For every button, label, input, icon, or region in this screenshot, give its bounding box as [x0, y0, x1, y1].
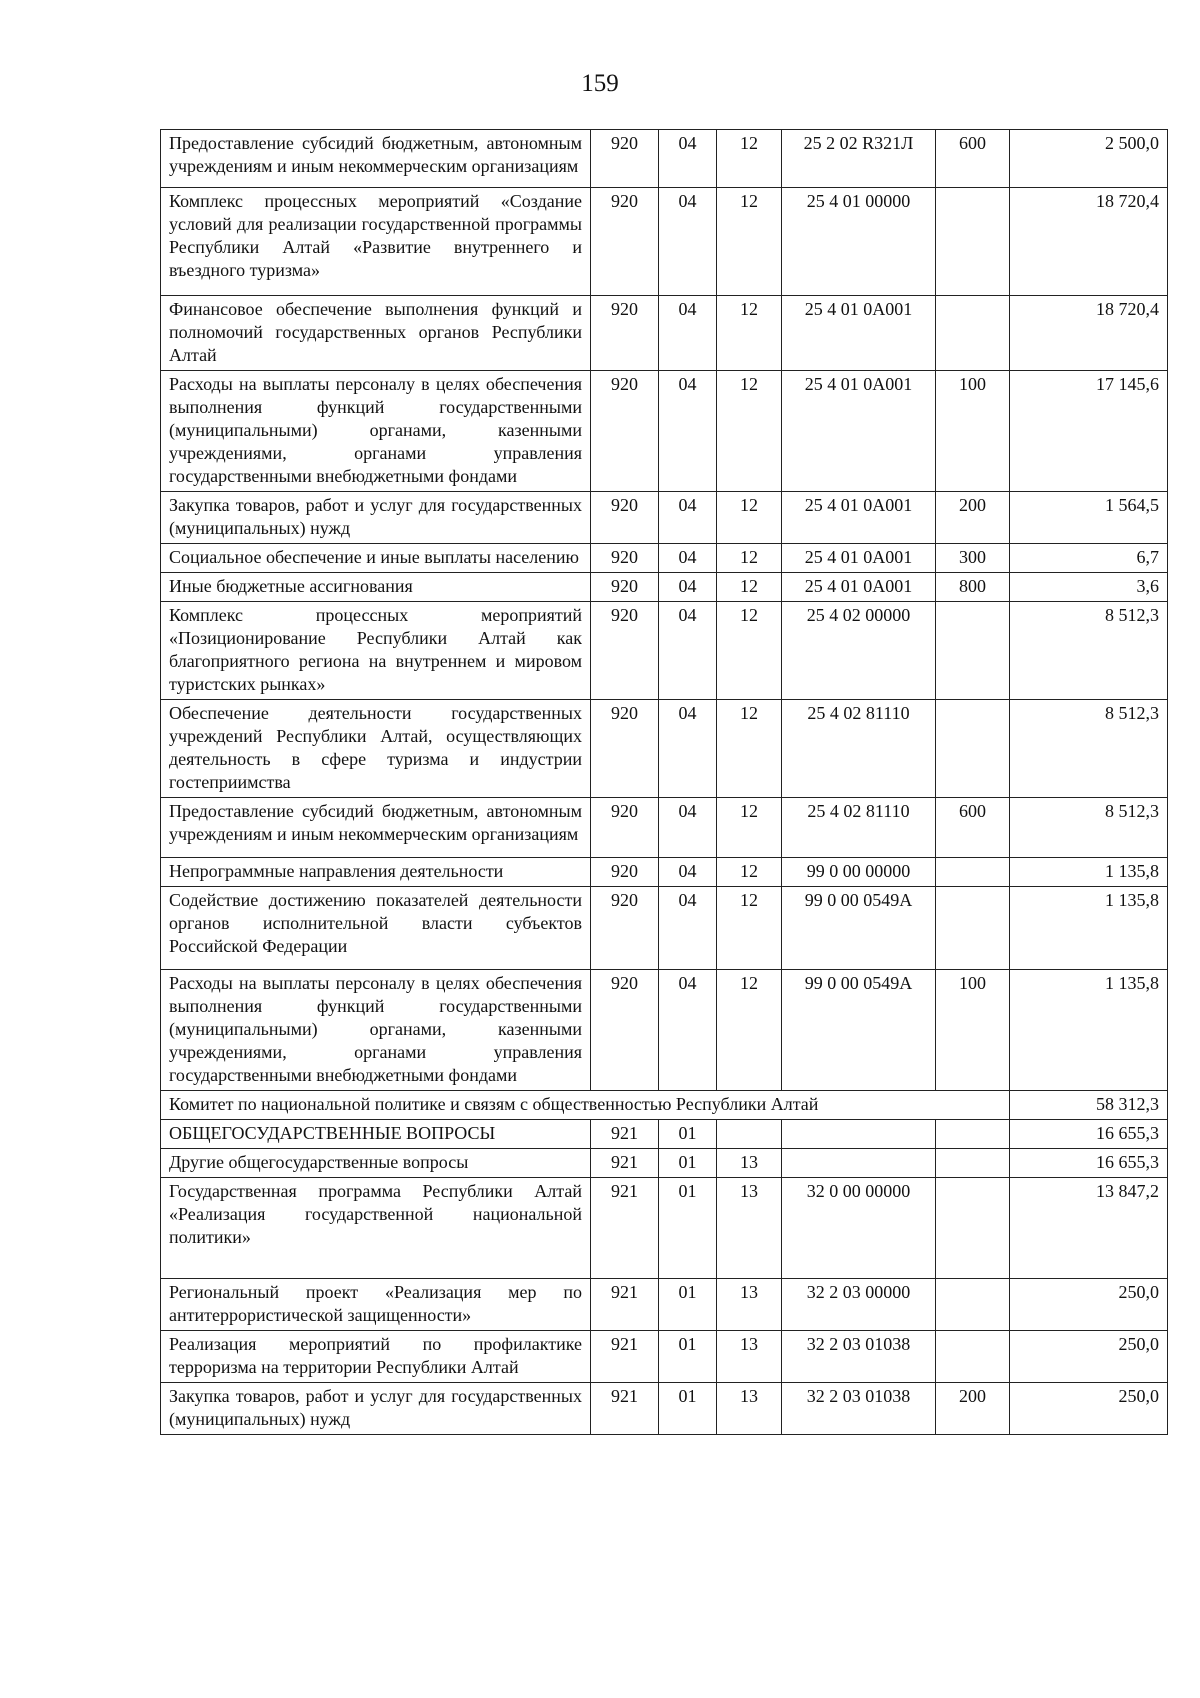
amount: 2 500,0: [1010, 130, 1168, 188]
ministry-code: 920: [591, 970, 659, 1091]
amount: 1 564,5: [1010, 492, 1168, 544]
section-code: 04: [659, 602, 717, 700]
table-row: [161, 130, 1168, 188]
subsection-code: 12: [717, 858, 782, 887]
section-code: 04: [659, 700, 717, 798]
target-article-code: 25 4 01 00000: [782, 188, 936, 296]
target-article-code: 32 0 00 00000: [782, 1178, 936, 1279]
expense-type-code: [936, 1331, 1010, 1383]
section-code: 01: [659, 1120, 717, 1149]
amount: 13 847,2: [1010, 1178, 1168, 1279]
ministry-code: 920: [591, 602, 659, 700]
table-row: [161, 1331, 1168, 1383]
amount: 8 512,3: [1010, 798, 1168, 858]
ministry-code: 920: [591, 887, 659, 970]
section-code: 04: [659, 130, 717, 188]
section-code: 01: [659, 1279, 717, 1331]
subsection-code: 12: [717, 700, 782, 798]
expense-type-code: [936, 1149, 1010, 1178]
row-name: Другие общегосударственные вопросы: [161, 1149, 591, 1178]
ministry-code: 920: [591, 371, 659, 492]
section-code: 01: [659, 1178, 717, 1279]
table-row: [161, 296, 1168, 371]
amount: 16 655,3: [1010, 1149, 1168, 1178]
row-name: Непрограммные направления деятельности: [161, 858, 591, 887]
section-code: 04: [659, 573, 717, 602]
target-article-code: 99 0 00 0549А: [782, 887, 936, 970]
budget-table: [160, 129, 1168, 1435]
table-row: [161, 858, 1168, 887]
target-article-code: 99 0 00 0549А: [782, 970, 936, 1091]
subsection-code: 13: [717, 1149, 782, 1178]
subsection-code: 13: [717, 1279, 782, 1331]
committee-name: Комитет по национальной политике и связям с общественностью Республики Алтай: [161, 1091, 1010, 1120]
expense-type-code: [936, 887, 1010, 970]
target-article-code: 25 4 02 81110: [782, 798, 936, 858]
row-name: Реализация мероприятий по профилактике терроризма на территории Республики Алтай: [161, 1331, 591, 1383]
subsection-code: 12: [717, 296, 782, 371]
expense-type-code: 300: [936, 544, 1010, 573]
table-row: [161, 371, 1168, 492]
committee-row: [161, 1091, 1168, 1120]
amount: 1 135,8: [1010, 887, 1168, 970]
section-code: 04: [659, 371, 717, 492]
row-name: Региональный проект «Реализация мер по антитеррористической защищенности»: [161, 1279, 591, 1331]
expense-type-code: 800: [936, 573, 1010, 602]
expense-type-code: 600: [936, 130, 1010, 188]
ministry-code: 920: [591, 700, 659, 798]
target-article-code: [782, 1149, 936, 1178]
budget-table-body: [161, 130, 1168, 1435]
ministry-code: 921: [591, 1149, 659, 1178]
ministry-code: 921: [591, 1120, 659, 1149]
section-code: 04: [659, 188, 717, 296]
subsection-code: 12: [717, 602, 782, 700]
subsection-code: 12: [717, 188, 782, 296]
row-name: Комплекс процессных мероприятий «Создание условий для реализации государственной программы Республики Алтай «Развитие внутреннего и въездного туризма»: [161, 188, 591, 296]
subsection-code: 13: [717, 1178, 782, 1279]
row-name: ОБЩЕГОСУДАРСТВЕННЫЕ ВОПРОСЫ: [161, 1120, 591, 1149]
section-code: 04: [659, 492, 717, 544]
amount: 250,0: [1010, 1383, 1168, 1435]
amount: 250,0: [1010, 1331, 1168, 1383]
row-name: Предоставление субсидий бюджетным, автономным учреждениям и иным некоммерческим организациям: [161, 130, 591, 188]
ministry-code: 920: [591, 296, 659, 371]
table-row: [161, 544, 1168, 573]
ministry-code: 920: [591, 130, 659, 188]
section-code: 01: [659, 1331, 717, 1383]
target-article-code: 99 0 00 00000: [782, 858, 936, 887]
section-code: 04: [659, 887, 717, 970]
expense-type-code: [936, 858, 1010, 887]
table-row: [161, 700, 1168, 798]
table-row: [161, 188, 1168, 296]
subsection-code: 12: [717, 887, 782, 970]
table-row: [161, 602, 1168, 700]
ministry-code: 921: [591, 1383, 659, 1435]
expense-type-code: [936, 1279, 1010, 1331]
subsection-code: 12: [717, 798, 782, 858]
subsection-code: 12: [717, 492, 782, 544]
amount: 1 135,8: [1010, 970, 1168, 1091]
ministry-code: 920: [591, 188, 659, 296]
amount: 58 312,3: [1010, 1091, 1168, 1120]
subsection-code: 12: [717, 970, 782, 1091]
expense-type-code: [936, 1178, 1010, 1279]
amount: 16 655,3: [1010, 1120, 1168, 1149]
subsection-code: 13: [717, 1383, 782, 1435]
target-article-code: 25 4 01 0А001: [782, 296, 936, 371]
table-row: [161, 1383, 1168, 1435]
target-article-code: 32 2 03 00000: [782, 1279, 936, 1331]
amount: 250,0: [1010, 1279, 1168, 1331]
target-article-code: 25 4 01 0А001: [782, 371, 936, 492]
subsection-code: [717, 1120, 782, 1149]
row-name: Закупка товаров, работ и услуг для государственных (муниципальных) нужд: [161, 492, 591, 544]
target-article-code: 25 4 01 0А001: [782, 492, 936, 544]
expense-type-code: 200: [936, 1383, 1010, 1435]
table-row: [161, 492, 1168, 544]
amount: 1 135,8: [1010, 858, 1168, 887]
expense-type-code: 100: [936, 970, 1010, 1091]
expense-type-code: [936, 296, 1010, 371]
amount: 18 720,4: [1010, 296, 1168, 371]
ministry-code: 920: [591, 573, 659, 602]
table-row: [161, 970, 1168, 1091]
subsection-code: 12: [717, 371, 782, 492]
section-code: 04: [659, 296, 717, 371]
amount: 6,7: [1010, 544, 1168, 573]
ministry-code: 921: [591, 1279, 659, 1331]
subsection-code: 13: [717, 1331, 782, 1383]
row-name: Иные бюджетные ассигнования: [161, 573, 591, 602]
table-row: [161, 887, 1168, 970]
target-article-code: [782, 1120, 936, 1149]
target-article-code: 25 4 01 0А001: [782, 573, 936, 602]
expense-type-code: 100: [936, 371, 1010, 492]
target-article-code: 25 4 02 00000: [782, 602, 936, 700]
row-name: Государственная программа Республики Алтай «Реализация государственной национальной политики»: [161, 1178, 591, 1279]
amount: 17 145,6: [1010, 371, 1168, 492]
section-code: 04: [659, 544, 717, 573]
amount: 8 512,3: [1010, 700, 1168, 798]
row-name: Социальное обеспечение и иные выплаты населению: [161, 544, 591, 573]
page-number: 159: [581, 70, 619, 97]
section-code: 04: [659, 970, 717, 1091]
target-article-code: 25 4 02 81110: [782, 700, 936, 798]
expense-type-code: [936, 700, 1010, 798]
ministry-code: 920: [591, 798, 659, 858]
amount: 8 512,3: [1010, 602, 1168, 700]
table-row: [161, 1178, 1168, 1279]
row-name: Финансовое обеспечение выполнения функций и полномочий государственных органов Республики Алтай: [161, 296, 591, 371]
target-article-code: 32 2 03 01038: [782, 1331, 936, 1383]
amount: 18 720,4: [1010, 188, 1168, 296]
subsection-code: 12: [717, 130, 782, 188]
section-code: 01: [659, 1149, 717, 1178]
section-code: 04: [659, 798, 717, 858]
amount: 3,6: [1010, 573, 1168, 602]
table-row: [161, 1149, 1168, 1178]
target-article-code: 25 2 02 R321Л: [782, 130, 936, 188]
target-article-code: 32 2 03 01038: [782, 1383, 936, 1435]
row-name: Содействие достижению показателей деятельности органов исполнительной власти субъектов Российской Федерации: [161, 887, 591, 970]
table-row: [161, 798, 1168, 858]
expense-type-code: 600: [936, 798, 1010, 858]
ministry-code: 921: [591, 1331, 659, 1383]
row-name: Закупка товаров, работ и услуг для государственных (муниципальных) нужд: [161, 1383, 591, 1435]
target-article-code: 25 4 01 0А001: [782, 544, 936, 573]
section-code: 01: [659, 1383, 717, 1435]
section-code: 04: [659, 858, 717, 887]
row-name: Предоставление субсидий бюджетным, автономным учреждениям и иным некоммерческим организациям: [161, 798, 591, 858]
row-name: Комплекс процессных мероприятий «Позиционирование Республики Алтай как благоприятного региона на внутреннем и мировом туристских рынках»: [161, 602, 591, 700]
table-row: [161, 1279, 1168, 1331]
expense-type-code: [936, 188, 1010, 296]
ministry-code: 920: [591, 858, 659, 887]
table-row: [161, 1120, 1168, 1149]
expense-type-code: [936, 1120, 1010, 1149]
table-row: [161, 573, 1168, 602]
ministry-code: 920: [591, 544, 659, 573]
row-name: Обеспечение деятельности государственных учреждений Республики Алтай, осуществляющих деятельность в сфере туризма и индустрии гостеприимства: [161, 700, 591, 798]
row-name: Расходы на выплаты персоналу в целях обеспечения выполнения функций государственными (муниципальными) органами, казенными учреждениями, органами управления государственными внебюджетными фондами: [161, 970, 591, 1091]
ministry-code: 920: [591, 492, 659, 544]
expense-type-code: [936, 602, 1010, 700]
subsection-code: 12: [717, 573, 782, 602]
row-name: Расходы на выплаты персоналу в целях обеспечения выполнения функций государственными (муниципальными) органами, казенными учреждениями, органами управления государственными внебюджетными фондами: [161, 371, 591, 492]
expense-type-code: 200: [936, 492, 1010, 544]
ministry-code: 921: [591, 1178, 659, 1279]
subsection-code: 12: [717, 544, 782, 573]
